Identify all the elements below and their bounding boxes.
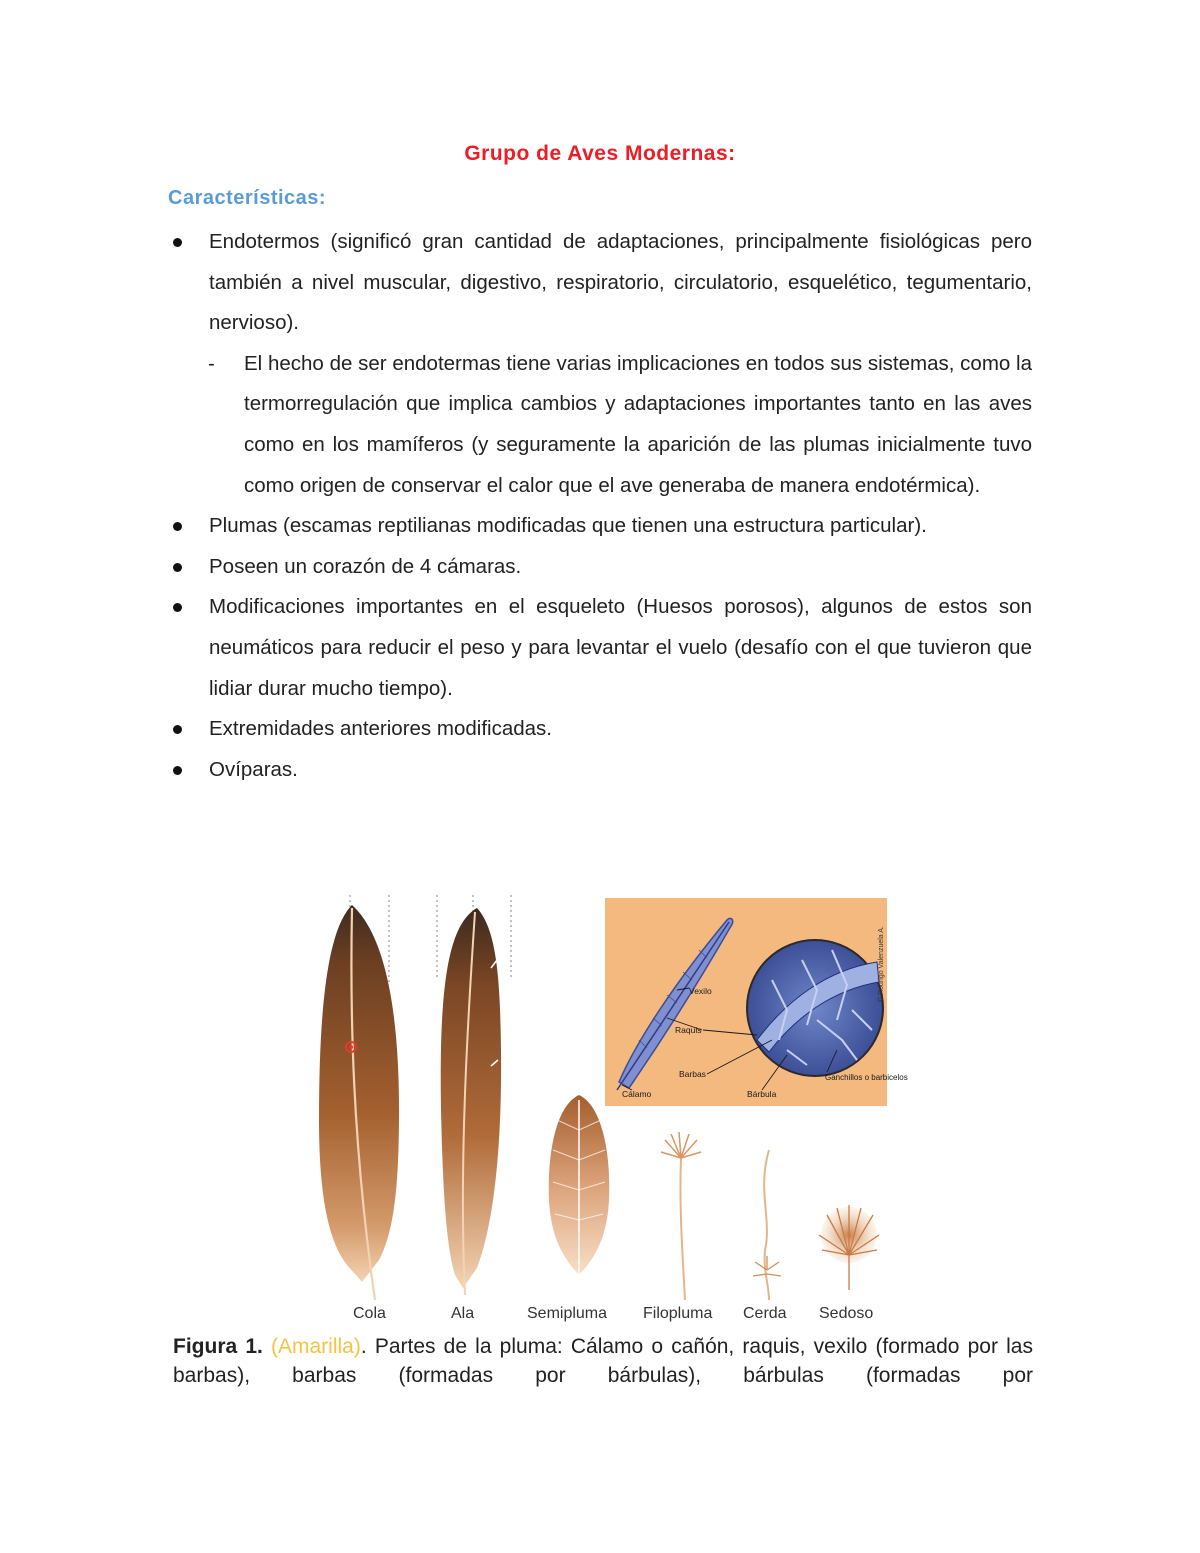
inset-label: Vexilo	[689, 986, 712, 996]
caption-text: . Partes de la pluma: Cálamo o cañón, raquis, vexilo (formado por las barbas), barbas (formadas por bárbulas), bárbulas (formadas por	[173, 1335, 1033, 1387]
section-subtitle: Características:	[168, 187, 327, 209]
semipluma-feather	[549, 1095, 610, 1300]
bullet-icon	[173, 522, 182, 531]
list-item-text: Extremidades anteriores modificadas.	[209, 717, 552, 741]
sub-list-item-text: El hecho de ser endotermas tiene varias implicaciones en todos sus sistemas, como la termorregulación que implica cambios y adaptaciones importantes tanto en las aves como en los mamíferos (y seguramente la aparición de las plumas inicialmente tuvo como origen de conservar el calor que el ave generaba de manera endotérmica).	[244, 351, 1032, 497]
feather-types-figure	[317, 890, 908, 1322]
sub-list-item	[168, 344, 1032, 506]
list-item-text: Modificaciones importantes en el esqueleto (Huesos porosos), algunos de estos son neumáticos para reducir el peso y para levantar el vuelo (desafío con el que tuvieron que lidiar durar mucho tiempo).	[209, 595, 1032, 700]
cerda-feather	[753, 1150, 781, 1300]
feather-label: Ala	[451, 1305, 475, 1322]
feather-label: Sedoso	[819, 1305, 874, 1322]
inset-label: Barbas	[679, 1069, 706, 1079]
list-item-text: Endotermos (significó gran cantidad de adaptaciones, principalmente fisiológicas pero también a nivel muscular, digestivo, respiratorio, circulatorio, esquelético, tegumentario, nervioso).	[209, 230, 1032, 335]
list-item	[168, 547, 1032, 588]
feather-label: Semipluma	[527, 1305, 608, 1322]
inset-label: Raquis	[675, 1025, 702, 1035]
caption-color-note: (Amarilla)	[271, 1335, 361, 1358]
list-item-text: Plumas (escamas reptilianas modificadas que tienen una estructura particular).	[209, 514, 927, 538]
list-item-text: Poseen un corazón de 4 cámaras.	[209, 554, 522, 578]
caption-label: Figura 1.	[173, 1335, 263, 1358]
figure-caption	[173, 1332, 1033, 1390]
feather-label: Filopluma	[643, 1305, 713, 1322]
feather-label: Cerda	[743, 1305, 787, 1322]
bullet-icon	[173, 563, 182, 572]
image-credit: © Rodrigo Valenzuela A.	[878, 926, 885, 1002]
feather-structure-inset	[605, 898, 908, 1106]
list-item	[168, 222, 1032, 344]
bullet-icon	[173, 766, 182, 775]
bullet-icon	[173, 725, 182, 734]
inset-label: Ganchillos o barbicelos	[825, 1073, 908, 1082]
bullet-icon	[173, 238, 182, 247]
ala-feather	[441, 908, 501, 1295]
inset-label: Bárbula	[747, 1089, 777, 1099]
feather-label: Cola	[353, 1305, 386, 1322]
characteristics-list	[168, 222, 1032, 790]
list-item	[168, 506, 1032, 547]
list-item	[168, 587, 1032, 709]
bullet-icon	[173, 603, 182, 612]
cola-feather	[319, 905, 399, 1300]
list-item	[168, 709, 1032, 750]
feather-illustration	[317, 890, 908, 1322]
list-item	[168, 750, 1032, 791]
inset-label: Cálamo	[622, 1089, 652, 1099]
page-title: Grupo de Aves Modernas:	[464, 142, 736, 165]
list-item-text: Ovíparas.	[209, 757, 298, 781]
filopluma-feather	[661, 1132, 701, 1300]
sedoso-feather	[819, 1205, 879, 1290]
dash-marker: -	[208, 351, 215, 375]
